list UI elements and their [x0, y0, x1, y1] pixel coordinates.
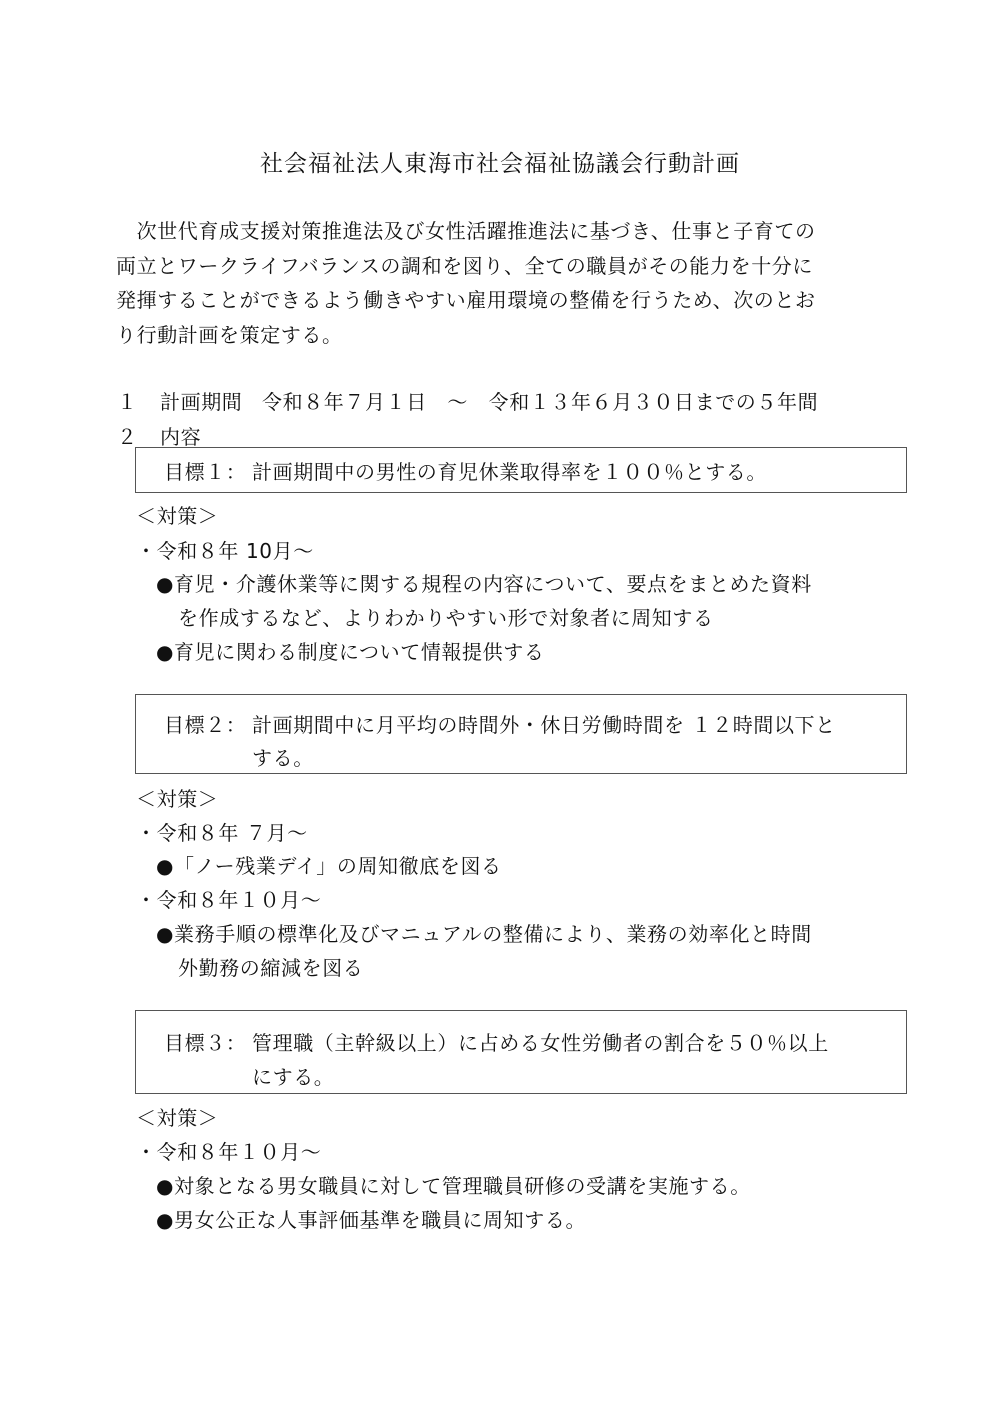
section2-number: ２ [117, 425, 138, 449]
goal1-label: 目標１： [164, 460, 247, 484]
goal2-box [135, 694, 907, 774]
goal2-label: 目標２： [164, 713, 247, 737]
goal1-measure-date: ・令和８年 10月～ [136, 539, 314, 563]
goal3-label: 目標３： [164, 1031, 247, 1055]
goal1-text: 計画期間中の男性の育児休業取得率を１００％とする。 [252, 460, 767, 484]
goal3-box [135, 1010, 907, 1094]
goal3-text: 管理職（主幹級以上）に占める女性労働者の割合を５０％以上 [252, 1031, 829, 1055]
section2-label: 内容 [160, 425, 202, 449]
goal1-measure-item: ●育児に関わる制度について情報提供する [156, 640, 545, 664]
goal3-measure-item: ●男女公正な人事評価基準を職員に周知する。 [156, 1208, 587, 1232]
goal2-text: 計画期間中に月平均の時間外・休日労働時間を １２時間以下と [252, 713, 836, 737]
goal2-text-cont: する。 [252, 746, 314, 770]
goal1-measures-heading: ＜対策＞ [136, 504, 219, 528]
section1-number: １ [117, 390, 138, 414]
goal3-measures-heading: ＜対策＞ [136, 1106, 219, 1130]
goal1-box [135, 447, 907, 493]
intro-paragraph [116, 214, 896, 352]
goal2-measures-heading: ＜対策＞ [136, 787, 219, 811]
goal2-measure-date: ・令和８年１０月～ [136, 888, 322, 912]
intro-line: 発揮することができるよう働きやすい雇用環境の整備を行うため、次のとお [116, 288, 816, 312]
goal2-measure-item: ●業務手順の標準化及びマニュアルの整備により、業務の効率化と時間 [156, 922, 812, 946]
goal2-measure-item: ●「ノー残業デイ」の周知徹底を図る [156, 854, 502, 878]
goal3-measure-item: ●対象となる男女職員に対して管理職員研修の受講を実施する。 [156, 1174, 751, 1198]
intro-line: 両立とワークライフバランスの調和を図り、全ての職員がその能力を十分に [116, 253, 813, 278]
intro-line: 次世代育成支援対策推進法及び女性活躍推進法に基づき、仕事と子育ての [116, 219, 816, 243]
goal1-measure-item-cont: を作成するなど、よりわかりやすい形で対象者に周知する [178, 606, 714, 630]
document-title: 社会福祉法人東海市社会福祉協議会行動計画 [260, 151, 740, 177]
section1-label: 計画期間 [160, 390, 243, 414]
goal2-measure-item-cont: 外勤務の縮減を図る [178, 956, 364, 980]
goal2-measure-date: ・令和８年 ７月～ [136, 821, 308, 845]
goal3-text-cont: にする。 [252, 1065, 335, 1089]
goal3-measure-date: ・令和８年１０月～ [136, 1140, 322, 1164]
section1-period: 令和８年７月１日 ～ 令和１３年６月３０日までの５年間 [262, 390, 819, 414]
intro-line: り行動計画を策定する。 [116, 322, 343, 347]
goal1-measure-item: ●育児・介護休業等に関する規程の内容について、要点をまとめた資料 [156, 572, 812, 596]
